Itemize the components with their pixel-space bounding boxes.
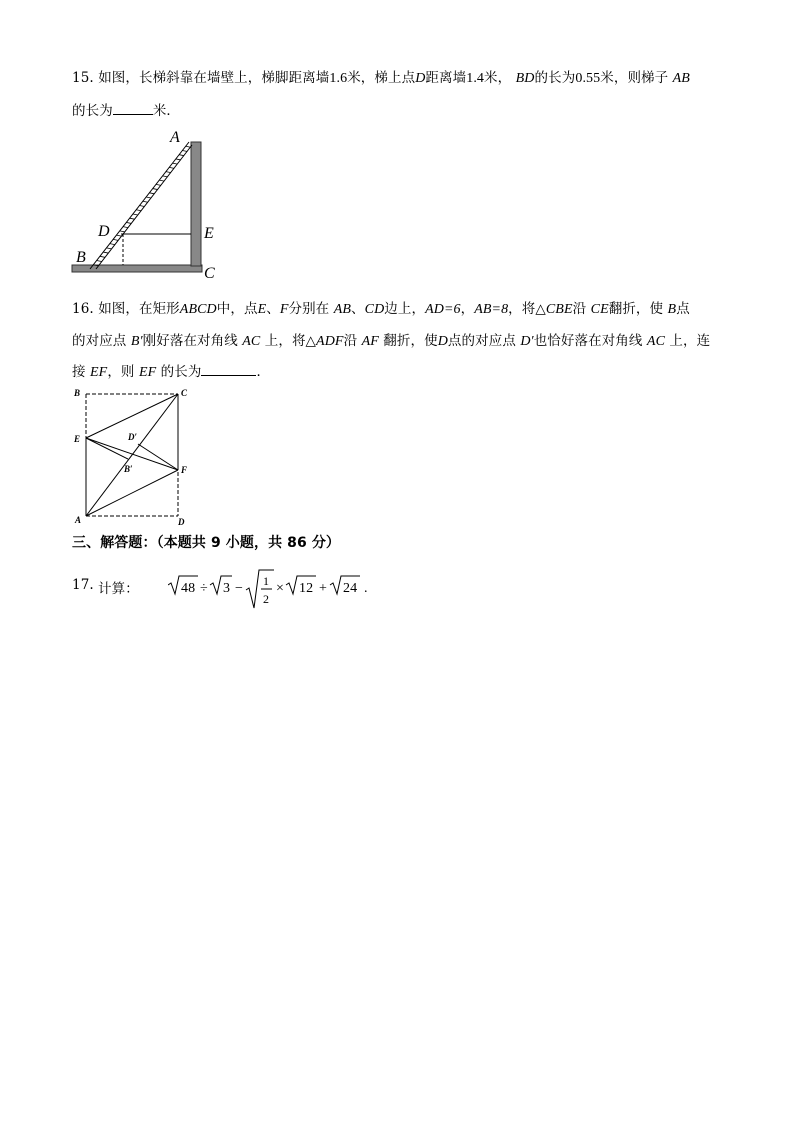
q15-segment-ab: AB	[672, 71, 690, 86]
ladder-rung	[110, 244, 115, 245]
q15-val2: 1.4	[466, 71, 485, 86]
q16-answer-blank[interactable]	[201, 363, 256, 376]
q15-text-d: 米，	[484, 70, 512, 86]
ladder-rung	[126, 222, 131, 223]
q16-point-b: B	[667, 302, 677, 317]
q15-val3: 0.55	[575, 71, 601, 86]
q17-times: ×	[276, 581, 284, 596]
q16-label-b: B	[74, 388, 81, 398]
ladder-rung	[116, 235, 121, 236]
q15-text-b: 米，梯上点	[347, 70, 416, 86]
q15-text-f: 米，则梯子	[600, 70, 669, 86]
ladder-rung	[107, 248, 112, 249]
q16-text: 如图，在矩形	[98, 301, 180, 317]
q15-val1: 1.6	[329, 71, 348, 86]
q16-figure	[68, 384, 198, 528]
q17-frac-den: 2	[263, 592, 270, 606]
q16-seg-ab: AB	[333, 302, 352, 317]
q15-ladder	[90, 142, 192, 269]
q16-eq1: AD=6	[425, 302, 461, 317]
q16-text: 翻折，使	[608, 301, 664, 317]
ladder-rung	[103, 252, 108, 253]
q15-text-a: 如图，长梯斜靠在墙壁上，梯脚距离墙	[98, 70, 330, 86]
q16-point-d: D	[437, 334, 448, 349]
q16-text: 上，将△	[264, 333, 317, 349]
q16-text: 也恰好落在对角线	[533, 333, 643, 349]
q15-number: 15.	[72, 70, 94, 86]
q17-plus: +	[319, 581, 327, 596]
q16-text: 的对应点	[72, 333, 127, 349]
q16-label-d-prime: D′	[128, 432, 138, 442]
ladder-rung	[169, 167, 174, 168]
q15-wall	[191, 142, 201, 266]
q16-seg-af	[86, 470, 178, 516]
q16-line-2	[72, 329, 710, 350]
q16-point-f: F	[279, 302, 289, 317]
q16-text: 接	[72, 364, 86, 380]
q16-diagonal-ac	[86, 394, 178, 516]
q16-point-e: E	[257, 302, 267, 317]
q16-point-b-prime: B′	[130, 334, 143, 349]
q17-label: 计算：	[98, 581, 139, 597]
q16-text: 上，连	[669, 333, 711, 349]
q15-label-b: B	[76, 249, 86, 266]
q17-number: 17.	[72, 577, 94, 593]
ladder-rung	[156, 184, 161, 185]
ladder-rung	[182, 150, 187, 151]
q16-text: 翻折，使	[383, 333, 438, 349]
ladder-rung	[186, 146, 191, 147]
q17-frac-num: 1	[263, 574, 270, 588]
q16-seg-fd1	[138, 444, 178, 470]
q16-line-3	[72, 360, 270, 381]
q16-text: 沿	[572, 301, 587, 317]
q16-number: 16.	[72, 301, 94, 317]
q15-line-1	[72, 66, 690, 87]
q16-text: ，将△	[508, 301, 546, 317]
ladder-rung	[163, 176, 168, 177]
q17-r24: 24	[343, 581, 358, 596]
q15-line2-a: 的长为	[72, 103, 113, 119]
q16-text: 边上，	[384, 301, 426, 317]
q16-seg-ef: EF	[138, 365, 157, 380]
q15-text-e: 的长为	[534, 70, 576, 86]
q16-seg-ac: AC	[646, 334, 666, 349]
q16-rect: ABCD	[179, 302, 217, 317]
q16-tri-adf: ADF	[316, 334, 344, 349]
ladder-rung	[179, 155, 184, 156]
q16-text: ．	[256, 364, 271, 380]
ladder-rung	[113, 239, 118, 240]
q17-minus: −	[235, 581, 243, 596]
q15-line-2	[72, 99, 180, 119]
ladder-rung	[140, 206, 145, 207]
q16-seg-cd: CD	[364, 302, 385, 317]
q16-text: ，则	[107, 364, 135, 380]
q16-label-e: E	[74, 434, 81, 444]
q16-seg-ce: CE	[590, 302, 609, 317]
ladder-rung	[166, 172, 171, 173]
ladder-rung	[97, 261, 102, 262]
q16-text: 点的对应点	[447, 333, 516, 349]
ladder-rung	[176, 159, 181, 160]
q15-line2-b: 米．	[152, 103, 181, 119]
ladder-rung	[173, 163, 178, 164]
q16-text: 的长为	[160, 364, 202, 380]
q16-text: 、	[351, 301, 365, 317]
ladder-rung	[123, 227, 128, 228]
q15-label-e: E	[204, 225, 214, 242]
q16-text: ，	[460, 301, 475, 317]
ladder-rung	[153, 189, 158, 190]
ladder-rung	[120, 231, 125, 232]
q16-text: 分别在	[288, 301, 330, 317]
q15-figure	[70, 128, 230, 280]
q16-seg-af: AF	[361, 334, 379, 349]
q15-ground	[72, 265, 202, 272]
q17-r3: 3	[223, 581, 231, 596]
q17-expression	[168, 568, 408, 612]
q15-label-d: D	[98, 223, 110, 240]
q16-text: 沿	[343, 333, 358, 349]
ladder-rung	[159, 180, 164, 181]
section-3-heading: 三、解答题：（本题共 9 小题，共 86 分）	[72, 535, 341, 551]
q15-answer-blank[interactable]	[113, 102, 153, 115]
q16-seg-eb1	[86, 438, 128, 459]
q16-text: 中，点	[216, 301, 258, 317]
q15-segment-bd: BD	[515, 71, 535, 86]
q15-point-d: D	[415, 71, 426, 86]
q16-label-d: D	[178, 517, 185, 527]
ladder-rung	[100, 256, 105, 257]
q15-label-a: A	[170, 129, 180, 146]
q17-div: ÷	[200, 581, 208, 596]
ladder-rung	[133, 214, 138, 215]
q16-label-b-prime: B′	[124, 464, 133, 474]
q17-r12: 12	[299, 581, 314, 596]
q16-tri-cbe: CBE	[545, 302, 573, 317]
q16-line-1	[72, 297, 690, 318]
q16-eq2: AB=8	[474, 302, 509, 317]
ladder-rung	[130, 218, 135, 219]
ladder-rung	[143, 201, 148, 202]
q16-seg-ac: AC	[242, 334, 261, 349]
ladder-rung	[136, 210, 141, 211]
q16-point-d-prime: D′	[520, 334, 534, 349]
ladder-rung	[149, 193, 154, 194]
q17-end: .	[364, 581, 368, 596]
q16-text: 点	[676, 301, 690, 317]
q16-text: 刚好落在对角线	[142, 333, 238, 349]
q15-label-c: C	[204, 265, 215, 280]
q17-r48: 48	[181, 581, 196, 596]
q15-text-c: 距离墙	[425, 70, 467, 86]
q16-text: 、	[266, 301, 280, 317]
q16-label-c: C	[181, 388, 188, 398]
ladder-rung	[146, 197, 151, 198]
q16-label-a: A	[75, 515, 82, 525]
q16-seg-ef: EF	[90, 365, 108, 380]
q16-label-f: F	[181, 465, 188, 475]
